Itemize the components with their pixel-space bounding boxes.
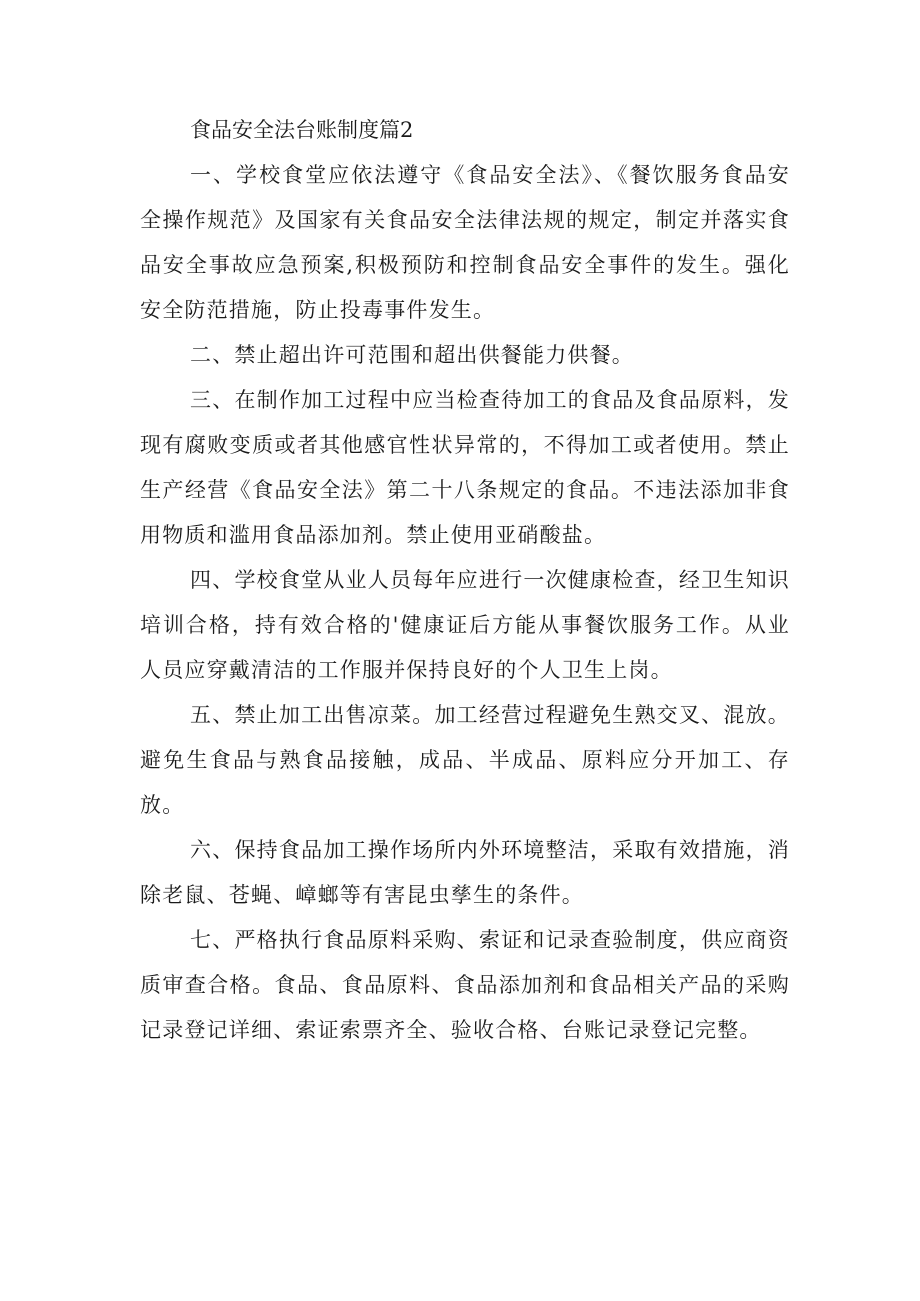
paragraph-5: 五、禁止加工出售凉菜。加工经营过程避免生熟交叉、混放。避免生食品与熟食品接触，成品、半成品、原料应分开加工、存放。 [140,703,790,817]
document-body [140,108,790,1053]
paragraph-3: 三、在制作加工过程中应当检查待加工的食品及食品原料，发现有腐败变质或者其他感官性状异常的，不得加工或者使用。禁止生产经营《食品安全法》第二十八条规定的食品。不违法添加非食用物质和滥用食品添加剂。禁止使用亚硝酸盐。 [140,388,790,547]
paragraph-6: 六、保持食品加工操作场所内外环境整洁，采取有效措施，消除老鼠、苍蝇、嶂螂等有害昆虫孳生的条件。 [140,838,790,907]
document-title: 食品安全法台账制度篇2 [190,118,414,142]
paragraph-4: 四、学校食堂从业人员每年应进行一次健康检查，经卫生知识培训合格，持有效合格的'健康证后方能从事餐饮服务工作。从业人员应穿戴清洁的工作服并保持良好的个人卫生上岗。 [140,568,790,682]
paragraph-7: 七、严格执行食品原料采购、索证和记录查验制度，供应商资质审查合格。食品、食品原料、食品添加剂和食品相关产品的采购记录登记详细、索证索票齐全、验收合格、台账记录登记完整。 [140,928,790,1042]
paragraph-2: 二、禁止超出许可范围和超出供餐能力供餐。 [190,343,634,367]
paragraph-1: 一、学校食堂应依法遵守《食品安全法》、《餐饮服务食品安全操作规范》及国家有关食品安全法律法规的规定，制定并落实食品安全事故应急预案,积极预防和控制食品安全事件的发生。强化安全防范措施，防止投毒事件发生。 [140,163,790,322]
